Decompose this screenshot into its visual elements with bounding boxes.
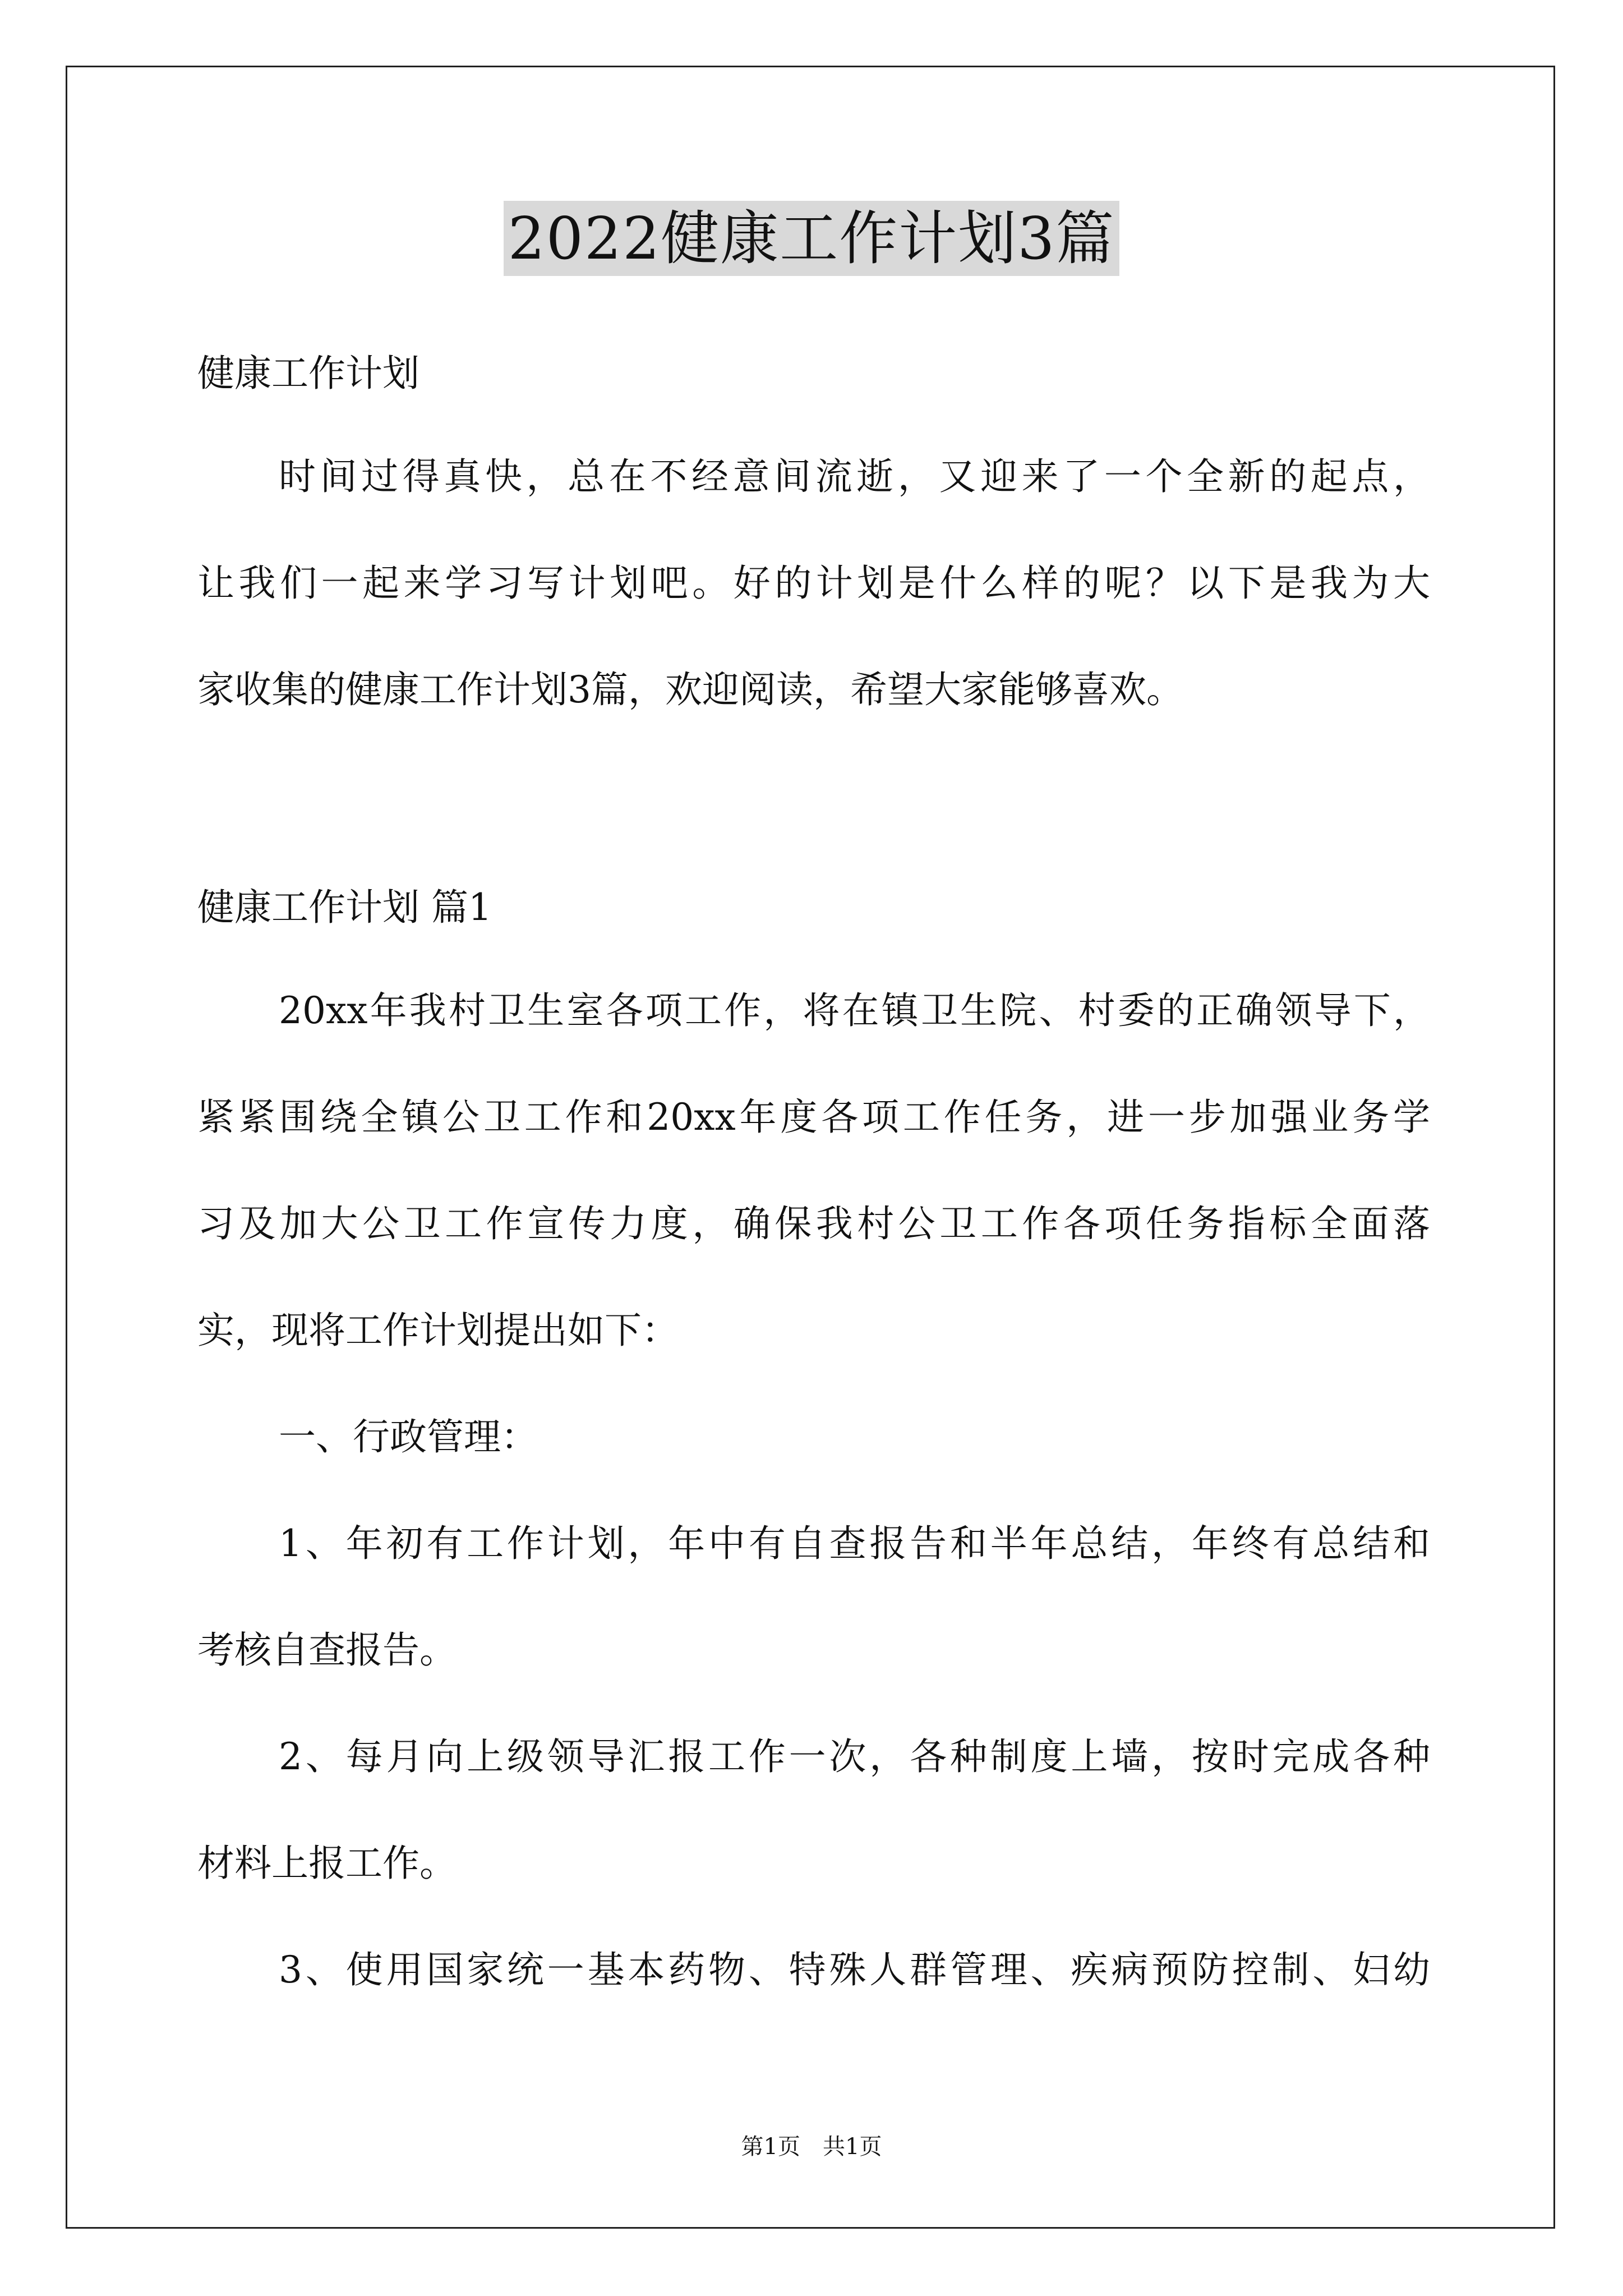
paragraph-line: 习及加大公卫工作宣传力度，确保我村公卫工作各项任务指标全面落 — [197, 1202, 1430, 1245]
list-item-line: 考核自查报告。 — [197, 1628, 457, 1672]
list-item-line: 材料上报工作。 — [197, 1842, 457, 1885]
page-footer: 第1页 共1页 — [741, 2134, 882, 2160]
paragraph-line: 实，现将工作计划提出如下： — [197, 1309, 679, 1352]
document-title: 2022健康工作计划3篇 — [504, 201, 1120, 276]
paragraph-line: 20xx年我村卫生室各项工作，将在镇卫生院、村委的正确领导下， — [279, 989, 1430, 1032]
paragraph-line: 时间过得真快，总在不经意间流逝，又迎来了一个全新的起点， — [279, 455, 1430, 498]
section-heading: 健康工作计划 篇1 — [197, 886, 492, 929]
list-item-line: 3、使用国家统一基本药物、特殊人群管理、疾病预防控制、妇幼 — [279, 1948, 1430, 1991]
section-heading: 健康工作计划 — [197, 352, 419, 395]
paragraph-line: 紧紧围绕全镇公卫工作和20xx年度各项工作任务，进一步加强业务学 — [197, 1096, 1430, 1139]
paragraph-line: 让我们一起来学习写计划吧。好的计划是什么样的呢？以下是我为大 — [197, 562, 1430, 605]
list-item-line: 1、年初有工作计划，年中有自查报告和半年总结，年终有总结和 — [279, 1522, 1430, 1565]
list-heading: 一、行政管理： — [279, 1415, 538, 1458]
paragraph-line: 家收集的健康工作计划3篇，欢迎阅读，希望大家能够喜欢。 — [197, 668, 1183, 711]
title-area — [0, 201, 1623, 276]
list-item-line: 2、每月向上级领导汇报工作一次，各种制度上墙，按时完成各种 — [279, 1735, 1430, 1778]
